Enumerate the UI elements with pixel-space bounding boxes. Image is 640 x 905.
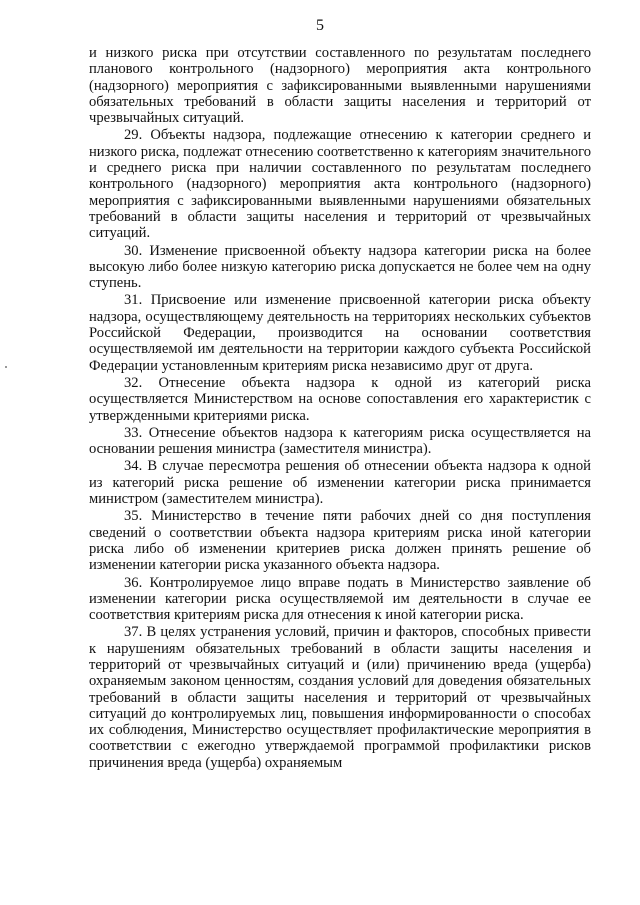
paragraph-30: 30. Изменение присвоенной объекту надзора категории риска на более высокую либо более низкую категорию риска допускается не более чем на одну ступень. [89, 242, 591, 292]
paragraph-continuation: и низкого риска при отсутствии составленного по результатам последнего планового контрольного (надзорного) мероприятия акта контрольного (надзорного) мероприятия с зафиксированными выявленными нарушениями обязательных требований в области защиты населения и территорий от чрезвычайных ситуаций. [89, 45, 591, 127]
paragraph-36: 36. Контролируемое лицо вправе подать в Министерство заявление об изменении категории риска осуществляемой им деятельности в случае ее соответствия критериям риска для отнесения к иной категории риска. [89, 574, 591, 624]
paragraph-37: 37. В целях устранения условий, причин и факторов, способных привести к нарушениям обязательных требований в области защиты населения и территорий от чрезвычайных ситуаций и (или) причинению вреда (ущерба) охраняемым законом ценностям, создания условий для доведения обязательных требований в области защиты населения и территорий от чрезвычайных ситуаций до контролируемых лиц, повышения информированности о способах их соблюдения, Министерство осуществляет профилактические мероприятия в соответствии с ежегодно утверждаемой программой профилактики рисков причинения вреда (ущерба) охраняемым [89, 624, 591, 771]
paragraph-34: 34. В случае пересмотра решения об отнесении объекта надзора к одной из категорий риска решение об изменении категории риска принимается министром (заместителем министра). [89, 458, 591, 508]
paragraph-33: 33. Отнесение объектов надзора к категориям риска осуществляется на основании решения министра (заместителя министра). [89, 424, 591, 458]
paragraph-32: 32. Отнесение объекта надзора к одной из категорий риска осуществляется Министерством на основе сопоставления его характеристик с утвержденными критериями риска. [89, 374, 591, 424]
paragraph-29: 29. Объекты надзора, подлежащие отнесению к категории среднего и низкого риска, подлежат отнесению соответственно к категориям значительного и среднего риска при наличии составленного по результатам последнего контрольного (надзорного) мероприятия акта контрольного (надзорного) мероприятия с зафиксированными выявленными нарушениями обязательных требований в области защиты населения и территорий от чрезвычайных ситуаций. [89, 127, 591, 242]
paragraph-31: 31. Присвоение или изменение присвоенной категории риска объекту надзора, осуществляющему деятельность на территориях нескольких субъектов Российской Федерации, производится на основании соответствия осуществляемой им деятельности на территории каждого субъекта Российской Федерации установленным критериям риска независимо друг от друга. [89, 292, 591, 374]
margin-mark [5, 366, 7, 368]
document-body [89, 45, 591, 771]
paragraph-35: 35. Министерство в течение пяти рабочих дней со дня поступления сведений о соответствии объекта надзора критериям риска иной категории риска либо об изменении критериев риска должен принять решение об изменении категории риска указанного объекта надзора. [89, 508, 591, 574]
page-number: 5 [316, 17, 324, 34]
